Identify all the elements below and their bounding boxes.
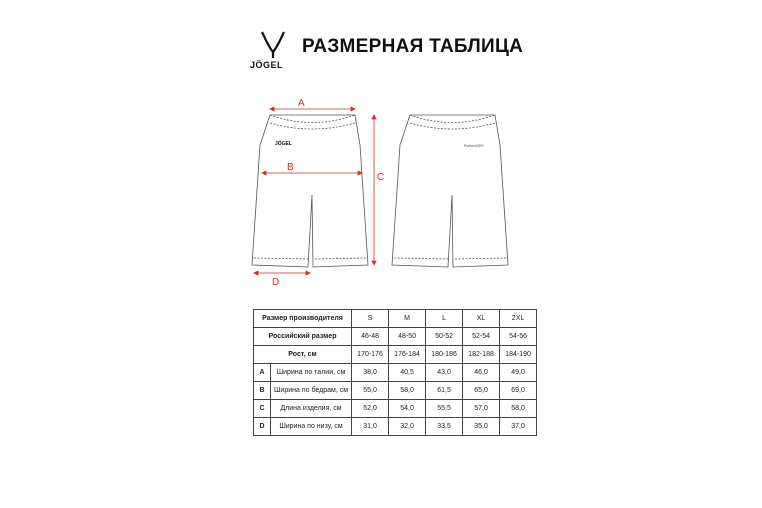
table-row — [254, 346, 537, 364]
value-cell: 54,0 — [389, 400, 426, 418]
value-cell: 37,0 — [500, 418, 537, 436]
russian-size-label: Российский размер — [254, 328, 352, 346]
measure-d — [254, 271, 310, 275]
russian-size-cell: 52-54 — [463, 328, 500, 346]
row-param-name: Длина изделия, см — [271, 400, 352, 418]
value-cell: 58,0 — [500, 400, 537, 418]
height-cell: 182-188 — [463, 346, 500, 364]
value-cell: 38,0 — [352, 364, 389, 382]
row-letter: C — [254, 400, 271, 418]
height-label: Рост, см — [254, 346, 352, 364]
front-logo-mark: JÖGEL — [275, 141, 292, 147]
label-b: B — [287, 162, 294, 173]
measure-c — [372, 115, 376, 265]
value-cell: 57,0 — [463, 400, 500, 418]
height-cell: 170-176 — [352, 346, 389, 364]
back-print-text: PerformDRY — [464, 144, 484, 148]
label-d: D — [272, 277, 280, 288]
russian-size-cell: 54-56 — [500, 328, 537, 346]
value-cell: 31,0 — [352, 418, 389, 436]
value-cell: 46,0 — [463, 364, 500, 382]
table-row — [254, 382, 537, 400]
table-row — [254, 328, 537, 346]
row-param-name: Ширина по талии, см — [271, 364, 352, 382]
size-cell: 2XL — [500, 310, 537, 328]
row-letter: A — [254, 364, 271, 382]
height-cell: 176-184 — [389, 346, 426, 364]
row-letter: D — [254, 418, 271, 436]
value-cell: 65,0 — [463, 382, 500, 400]
table-row — [254, 364, 537, 382]
russian-size-cell: 46-48 — [352, 328, 389, 346]
manufacturer-size-label: Размер производителя — [254, 310, 352, 328]
size-table — [253, 309, 537, 436]
measure-a — [270, 107, 355, 111]
value-cell: 52,0 — [352, 400, 389, 418]
value-cell: 35,0 — [463, 418, 500, 436]
value-cell: 32,0 — [389, 418, 426, 436]
table-row — [254, 400, 537, 418]
size-cell: XL — [463, 310, 500, 328]
shorts-diagram — [240, 95, 530, 295]
value-cell: 33,5 — [426, 418, 463, 436]
page-title: РАЗМЕРНАЯ ТАБЛИЦА — [302, 36, 524, 57]
russian-size-cell: 50-52 — [426, 328, 463, 346]
table-header-row — [254, 310, 537, 328]
value-cell: 61,5 — [426, 382, 463, 400]
row-param-name: Ширина по низу, см — [271, 418, 352, 436]
value-cell: 58,0 — [389, 382, 426, 400]
back-shorts — [392, 115, 508, 267]
size-cell: L — [426, 310, 463, 328]
front-shorts — [252, 115, 368, 267]
height-cell: 180-186 — [426, 346, 463, 364]
label-c: C — [377, 172, 385, 183]
russian-size-cell: 48-50 — [389, 328, 426, 346]
table-row — [254, 418, 537, 436]
brand-logo-text: JÖGEL — [250, 60, 284, 70]
row-letter: B — [254, 382, 271, 400]
height-cell: 184-190 — [500, 346, 537, 364]
value-cell: 49,0 — [500, 364, 537, 382]
value-cell: 69,0 — [500, 382, 537, 400]
size-cell: M — [389, 310, 426, 328]
row-param-name: Ширина по бедрам, см — [271, 382, 352, 400]
value-cell: 43,0 — [426, 364, 463, 382]
label-a: A — [298, 98, 305, 109]
value-cell: 40,5 — [389, 364, 426, 382]
size-cell: S — [352, 310, 389, 328]
value-cell: 55,0 — [352, 382, 389, 400]
value-cell: 55,5 — [426, 400, 463, 418]
